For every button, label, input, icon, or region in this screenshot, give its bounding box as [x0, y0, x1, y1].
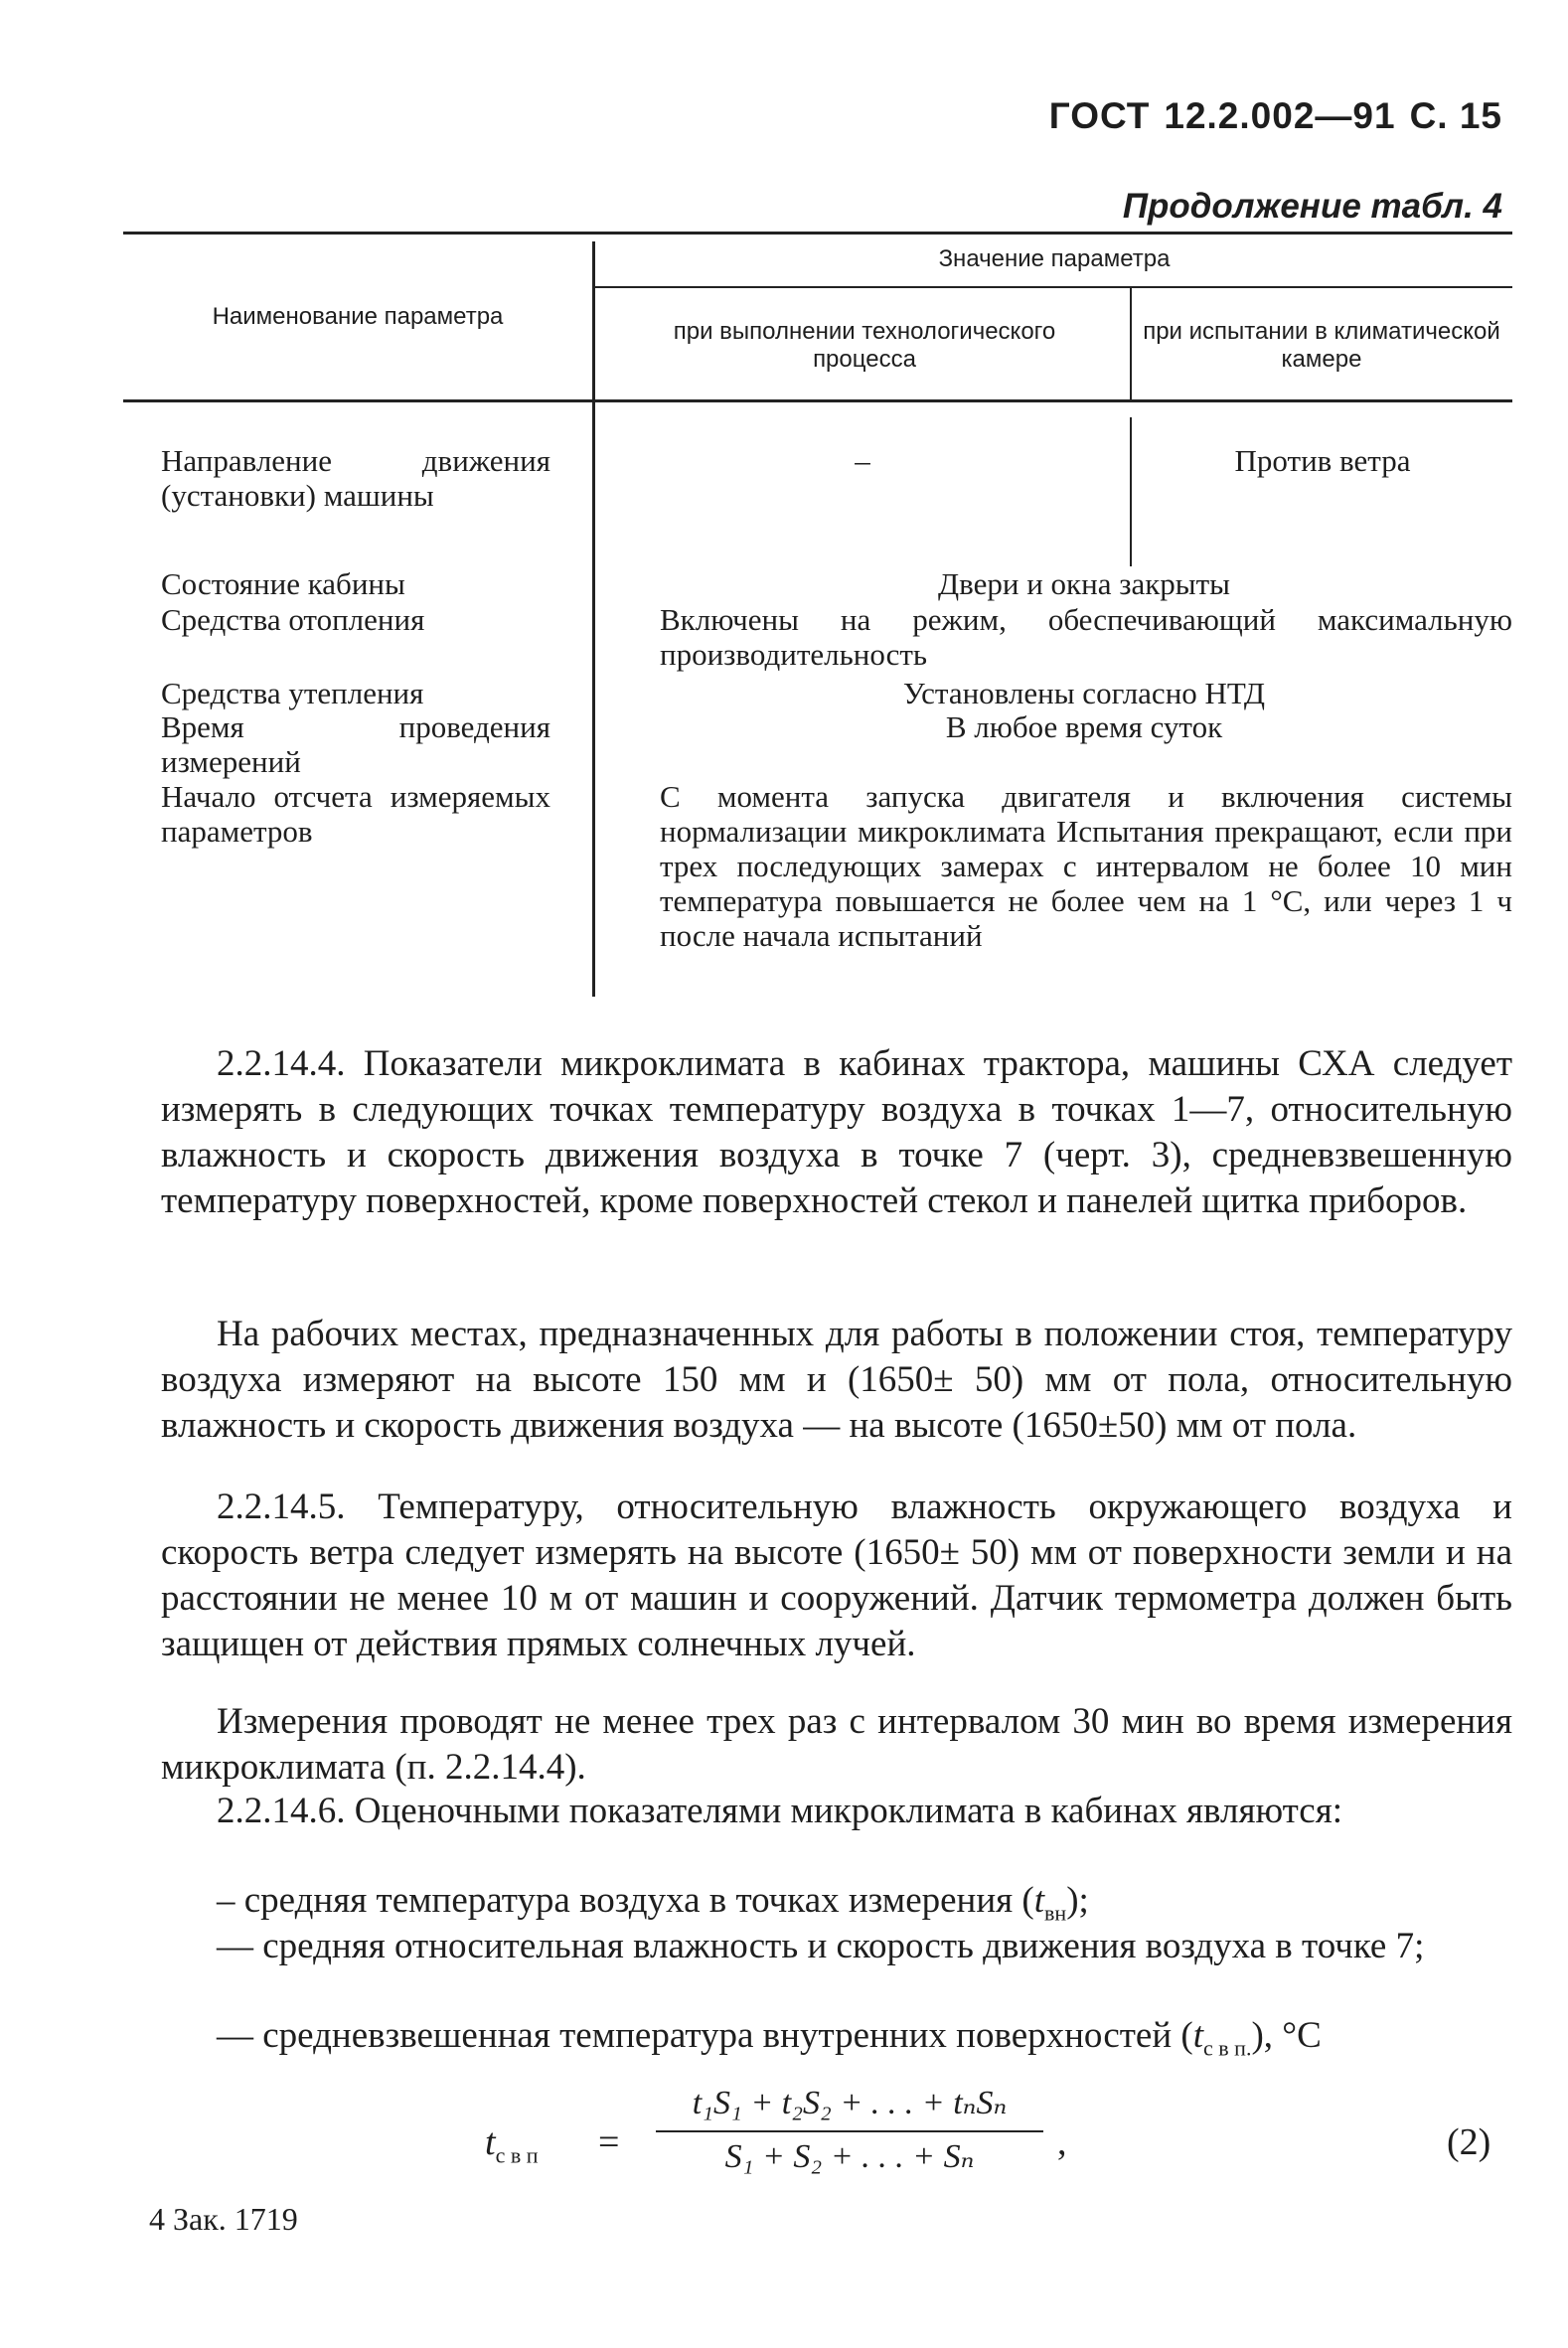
list-item-surface-temp-text: — средневзвешенная температура внутренних поверхностей (: [217, 2015, 1193, 2056]
formula-comma: ,: [1057, 2121, 1067, 2163]
table-top-rule: [123, 232, 1512, 235]
row-insulation-value: Установлены согласно НТД: [902, 676, 1266, 710]
symbol-t: t: [1033, 1880, 1045, 1921]
table-header-rule: [123, 399, 1512, 402]
row-direction-process: –: [855, 443, 870, 478]
row-direction-chamber: Против ветра: [1234, 443, 1411, 478]
formula-number: (2): [1447, 2121, 1491, 2163]
paragraph-2-2-14-4: 2.2.14.4. Показатели микроклимата в кабинах трактора, машины СХА следует измерять в следующих точках температуру воздуха в точках 1—7, относительную влажность и скорость движения воздуха в точке 7 (черт. 3), средневзвешенную температуру поверхностей, кроме поверхностей стекол и панелей щитка приборов.: [161, 1043, 1512, 1221]
row-start-name: Начало отсчета измеряемых параметров: [161, 779, 550, 849]
row-time-name: Время проведения измерений: [161, 709, 550, 779]
row-heating-name: Средства отопления: [161, 602, 425, 637]
table-subcolumn-divider: [1130, 288, 1132, 399]
symbol-sub-vn: вн: [1044, 1900, 1067, 1926]
symbol-t: t: [1192, 2015, 1204, 2056]
table-column-divider: [592, 241, 595, 997]
formula-lhs-sub: с в п: [495, 2142, 539, 2168]
header-code: 12.2.002—91: [1164, 95, 1396, 136]
page-header: [1049, 95, 1502, 137]
col-process-header: при выполнении технологического процесса: [673, 318, 1056, 373]
formula-lhs-symbol: t: [485, 2121, 496, 2163]
col-chamber-header: при испытании в климатической камере: [1143, 318, 1500, 373]
paragraph-measurements: Измерения проводят не менее трех раз с интервалом 30 мин во время измерения микроклимата (п. 2.2.14.4).: [161, 1701, 1512, 1788]
formula-lhs: [485, 2120, 539, 2169]
paragraph-standing-workplaces: На рабочих местах, предназначенных для работы в положении стоя, температуру воздуха измеряют на высоте 150 мм и (1650± 50) мм от пола, относительную влажность и скорость движения воздуха — на высоте (1650±50) мм от пола.: [161, 1314, 1512, 1446]
table-subheader-rule: [594, 286, 1512, 288]
row-time-value: В любое время суток: [945, 709, 1223, 744]
formula-denominator: S₁ + S₂ + . . . + Sₙ: [724, 2138, 975, 2175]
list-item-avg-air-temp-text: – средняя температура воздуха в точках измерения (: [217, 1880, 1034, 1921]
paragraph-2-2-14-6: 2.2.14.6. Оценочными показателями микроклимата в кабинах являются:: [217, 1791, 1343, 1831]
list-item-humidity: — средняя относительная влажность и скорость движения воздуха в точке 7;: [217, 1926, 1425, 1966]
row-heating-value: Включены на режим, обеспечивающий максимальную производительность: [660, 602, 1512, 672]
row-insulation-name: Средства утепления: [161, 676, 424, 710]
footer-order-number: 4 Зак. 1719: [149, 2201, 298, 2237]
header-doc: ГОСТ: [1048, 95, 1151, 136]
formula-fraction-bar: [656, 2130, 1043, 2132]
list-item-surface-temp: [161, 2013, 1512, 2071]
row-start-value: С момента запуска двигателя и включения системы нормализации микроклимата Испытания прекращают, если при трех последующих замерах с интервалом не более 10 мин температура повышается не более чем на 1 °С, или через 1 ч после начала испытаний: [660, 779, 1512, 953]
table-row1-divider: [1130, 417, 1132, 566]
symbol-sub-svp: с в п.: [1203, 2035, 1252, 2061]
col-value-header: Значение параметра: [938, 245, 1171, 272]
formula-numerator: t₁S₁ + t₂S₂ + . . . + tₙSₙ: [692, 2085, 1008, 2121]
table-continuation-label: Продолжение табл. 4: [1122, 187, 1502, 226]
list-item-avg-air-temp-end: );: [1066, 1880, 1089, 1921]
row-cabin-value: Двери и окна закрыты: [938, 566, 1230, 601]
paragraph-2-2-14-5: 2.2.14.5. Температуру, относительную влажность окружающего воздуха и скорость ветра следует измерять на высоте (1650± 50) мм от поверхности земли и на расстоянии не менее 10 м от машин и сооружений. Датчик термометра должен быть защищен от действия прямых солнечных лучей.: [161, 1487, 1512, 1664]
formula-equals: =: [598, 2121, 620, 2163]
col-name-header: Наименование параметра: [212, 303, 504, 330]
row-cabin-name: Состояние кабины: [161, 566, 405, 601]
list-item-surface-temp-end: ), °С: [1251, 2015, 1322, 2056]
row-direction-name: Направление движения (установки) машины: [161, 443, 550, 513]
header-page: С. 15: [1409, 95, 1502, 136]
